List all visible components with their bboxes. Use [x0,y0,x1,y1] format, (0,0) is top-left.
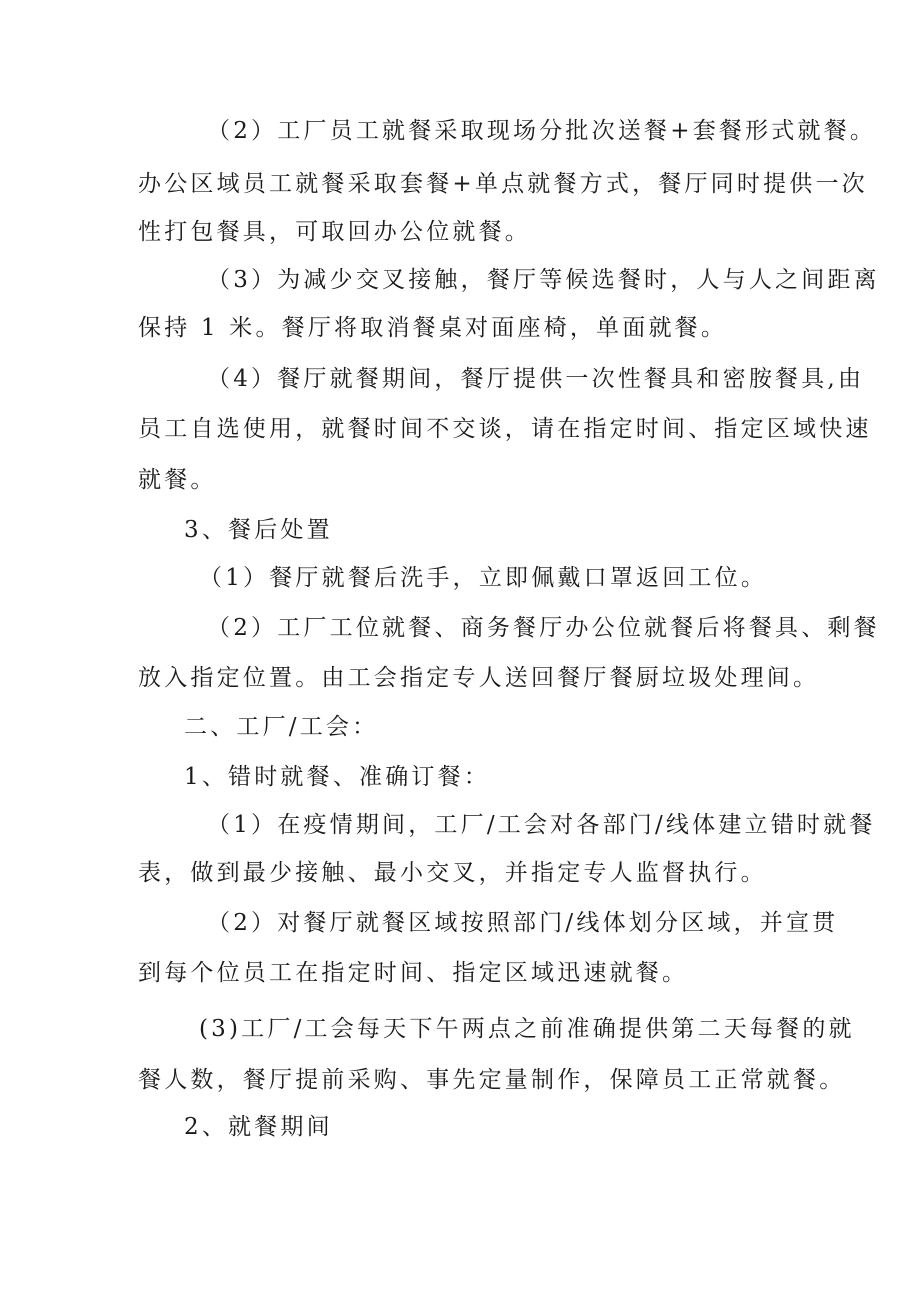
paragraph-line: （1）在疫情期间，工厂/工会对各部门/线体建立错时就餐 [207,812,876,838]
section-heading: 2、就餐期间 [184,1114,333,1140]
paragraph-line: (3)工厂/工会每天下午两点之前准确提供第二天每餐的就 [199,1016,855,1042]
paragraph-line: 办公区域员工就餐采取套餐+单点就餐方式，餐厅同时提供一次 [138,171,868,197]
paragraph-line: 员工自选使用，就餐时间不交谈，请在指定时间、指定区域快速 [138,416,872,442]
paragraph-line: （2）工厂工位就餐、商务餐厅办公位就餐后将餐具、剩餐 [207,615,880,641]
section-heading: 3、餐后处置 [184,517,333,543]
paragraph-line: （4）餐厅就餐期间，餐厅提供一次性餐具和密胺餐具,由 [207,366,865,392]
paragraph-line: 到每个位员工在指定时间、指定区域迅速就餐。 [138,960,689,986]
paragraph-line: 性打包餐具，可取回办公位就餐。 [138,219,531,245]
paragraph-line: 保持 1 米。餐厅将取消餐桌对面座椅，单面就餐。 [138,315,728,341]
paragraph-line: 放入指定位置。由工会指定专人送回餐厅餐厨垃圾处理间。 [138,665,820,691]
paragraph-line: （1）餐厅就餐后洗手，立即佩戴口罩返回工位。 [199,565,768,591]
paragraph-line: （3）为减少交叉接触，餐厅等候选餐时，人与人之间距离 [207,267,880,293]
paragraph-line: 就餐。 [138,467,217,493]
paragraph-line: 餐人数，餐厅提前采购、事先定量制作，保障员工正常就餐。 [138,1067,846,1093]
section-heading: 1、错时就餐、准确订餐： [184,764,491,790]
paragraph-line: 表，做到最少接触、最小交叉，并指定专人监督执行。 [138,860,767,886]
section-heading: 二、工厂/工会： [184,714,379,740]
paragraph-line: （2）对餐厅就餐区域按照部门/线体划分区域，并宣贯 [207,910,839,936]
paragraph-line: （2）工厂员工就餐采取现场分批次送餐+套餐形式就餐。 [207,118,877,144]
